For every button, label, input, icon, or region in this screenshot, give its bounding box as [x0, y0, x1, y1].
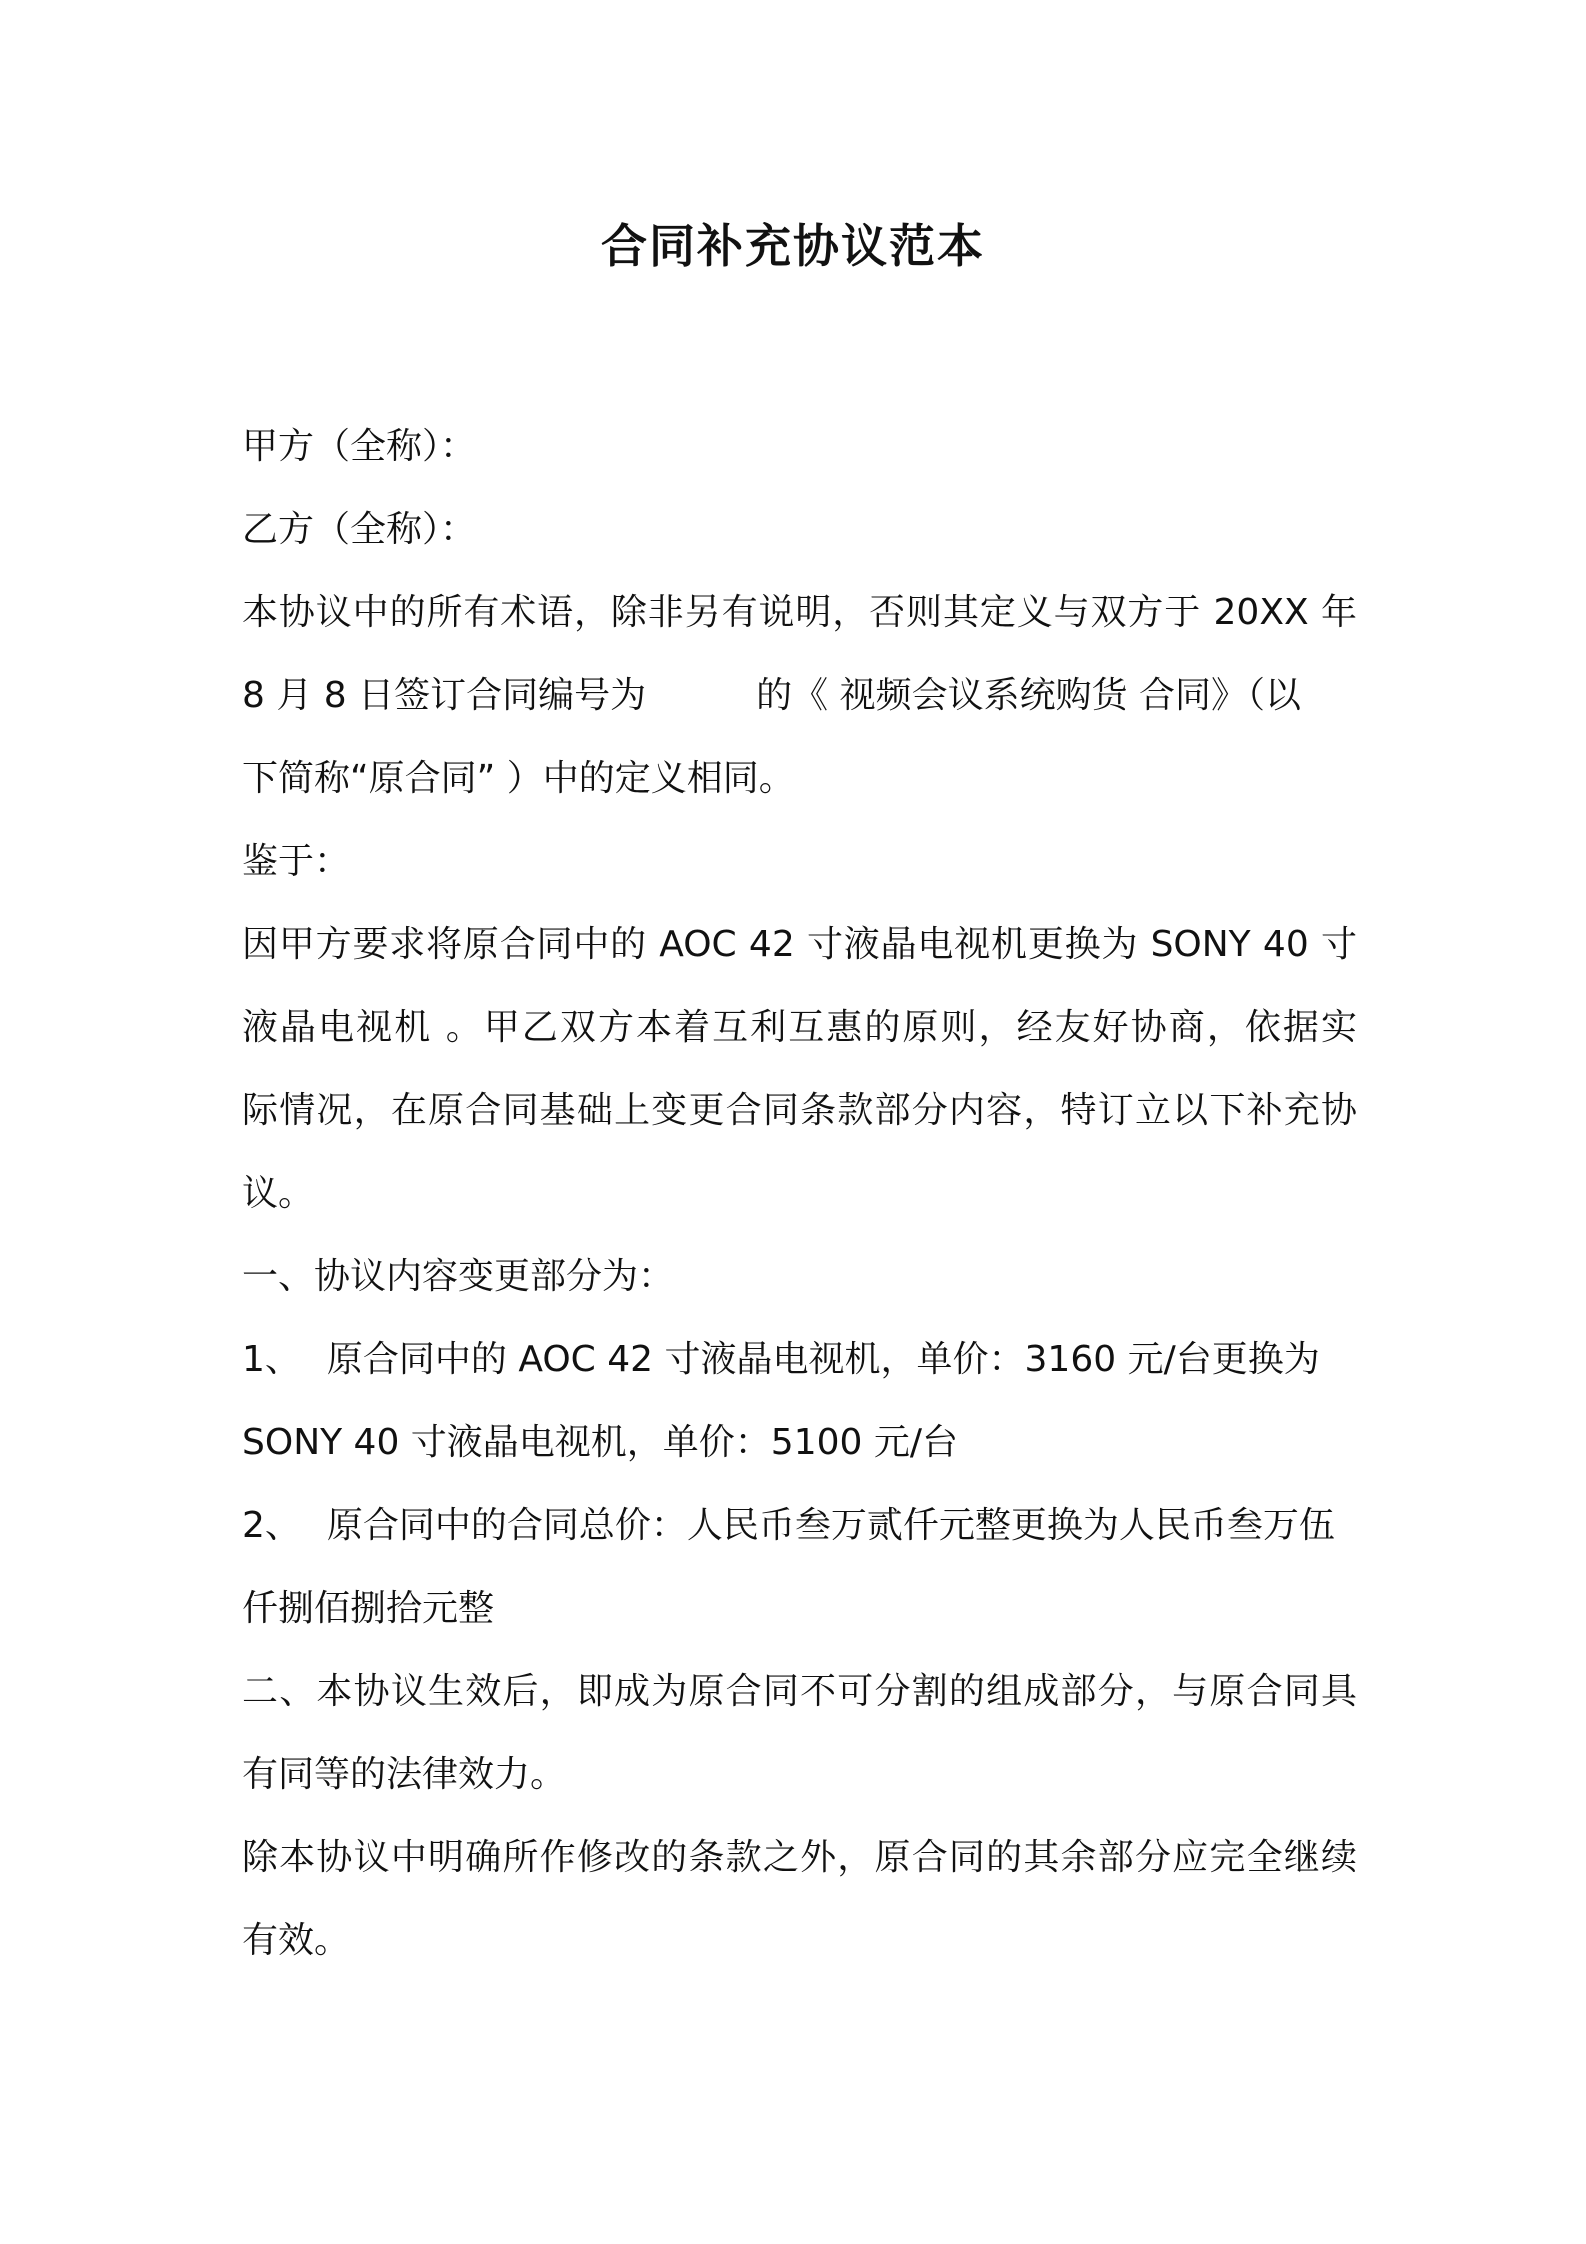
- section-2-line-1: 二、本协议生效后，即成为原合同不可分割的组成部分，与原合同具: [242, 1671, 1357, 1712]
- item-1-line-1: [242, 1318, 1357, 1401]
- item-1-text: 原合同中的 AOC 42 寸液晶电视机，单价：3160 元/台更换为: [326, 1339, 1320, 1380]
- item-2-line-2: 仟捌佰捌拾元整: [242, 1588, 495, 1629]
- party-b-line: 乙方（全称）：: [242, 509, 477, 550]
- document-body: [242, 405, 1357, 1982]
- section-2-line-2: 有同等的法律效力。: [242, 1754, 567, 1795]
- item-2-line-1: [242, 1484, 1357, 1567]
- whereas-line-3: 际情况，在原合同基础上变更合同条款部分内容，特订立以下补充协: [242, 1090, 1357, 1131]
- whereas-line-2: 液晶电视机 。甲乙双方本着互利互惠的原则，经友好协商，依据实: [242, 1007, 1357, 1048]
- definitions-line-2-pre: 8 月 8 日签订合同编号为: [242, 675, 647, 716]
- item-2-text: 原合同中的合同总价：人民币叁万贰仟元整更换为人民币叁万伍: [326, 1505, 1335, 1546]
- definitions-line-3: 下简称“原合同” ）中的定义相同。: [242, 758, 795, 799]
- remainder-line-2: 有效。: [242, 1920, 351, 1961]
- item-1-number: 1、: [242, 1339, 301, 1380]
- remainder-line-1: 除本协议中明确所作修改的条款之外，原合同的其余部分应完全继续: [242, 1837, 1357, 1878]
- section-1-heading: 一、协议内容变更部分为：: [242, 1256, 675, 1297]
- document-title: 合同补充协议范本: [601, 219, 985, 273]
- item-2-number: 2、: [242, 1505, 301, 1546]
- whereas-line-1: 因甲方要求将原合同中的 AOC 42 寸液晶电视机更换为 SONY 40 寸: [242, 924, 1357, 965]
- whereas-label: 鉴于：: [242, 841, 351, 882]
- definitions-line-1: 本协议中的所有术语，除非另有说明，否则其定义与双方于 20XX 年: [242, 592, 1357, 633]
- definitions-line-2-post: 的《 视频会议系统购货 合同》（以: [756, 675, 1302, 716]
- party-a-line: 甲方（全称）：: [242, 426, 477, 467]
- item-1-line-2: SONY 40 寸液晶电视机，单价：5100 元/台: [242, 1422, 958, 1463]
- whereas-line-4: 议。: [242, 1173, 315, 1214]
- definitions-line-2: [242, 654, 1357, 737]
